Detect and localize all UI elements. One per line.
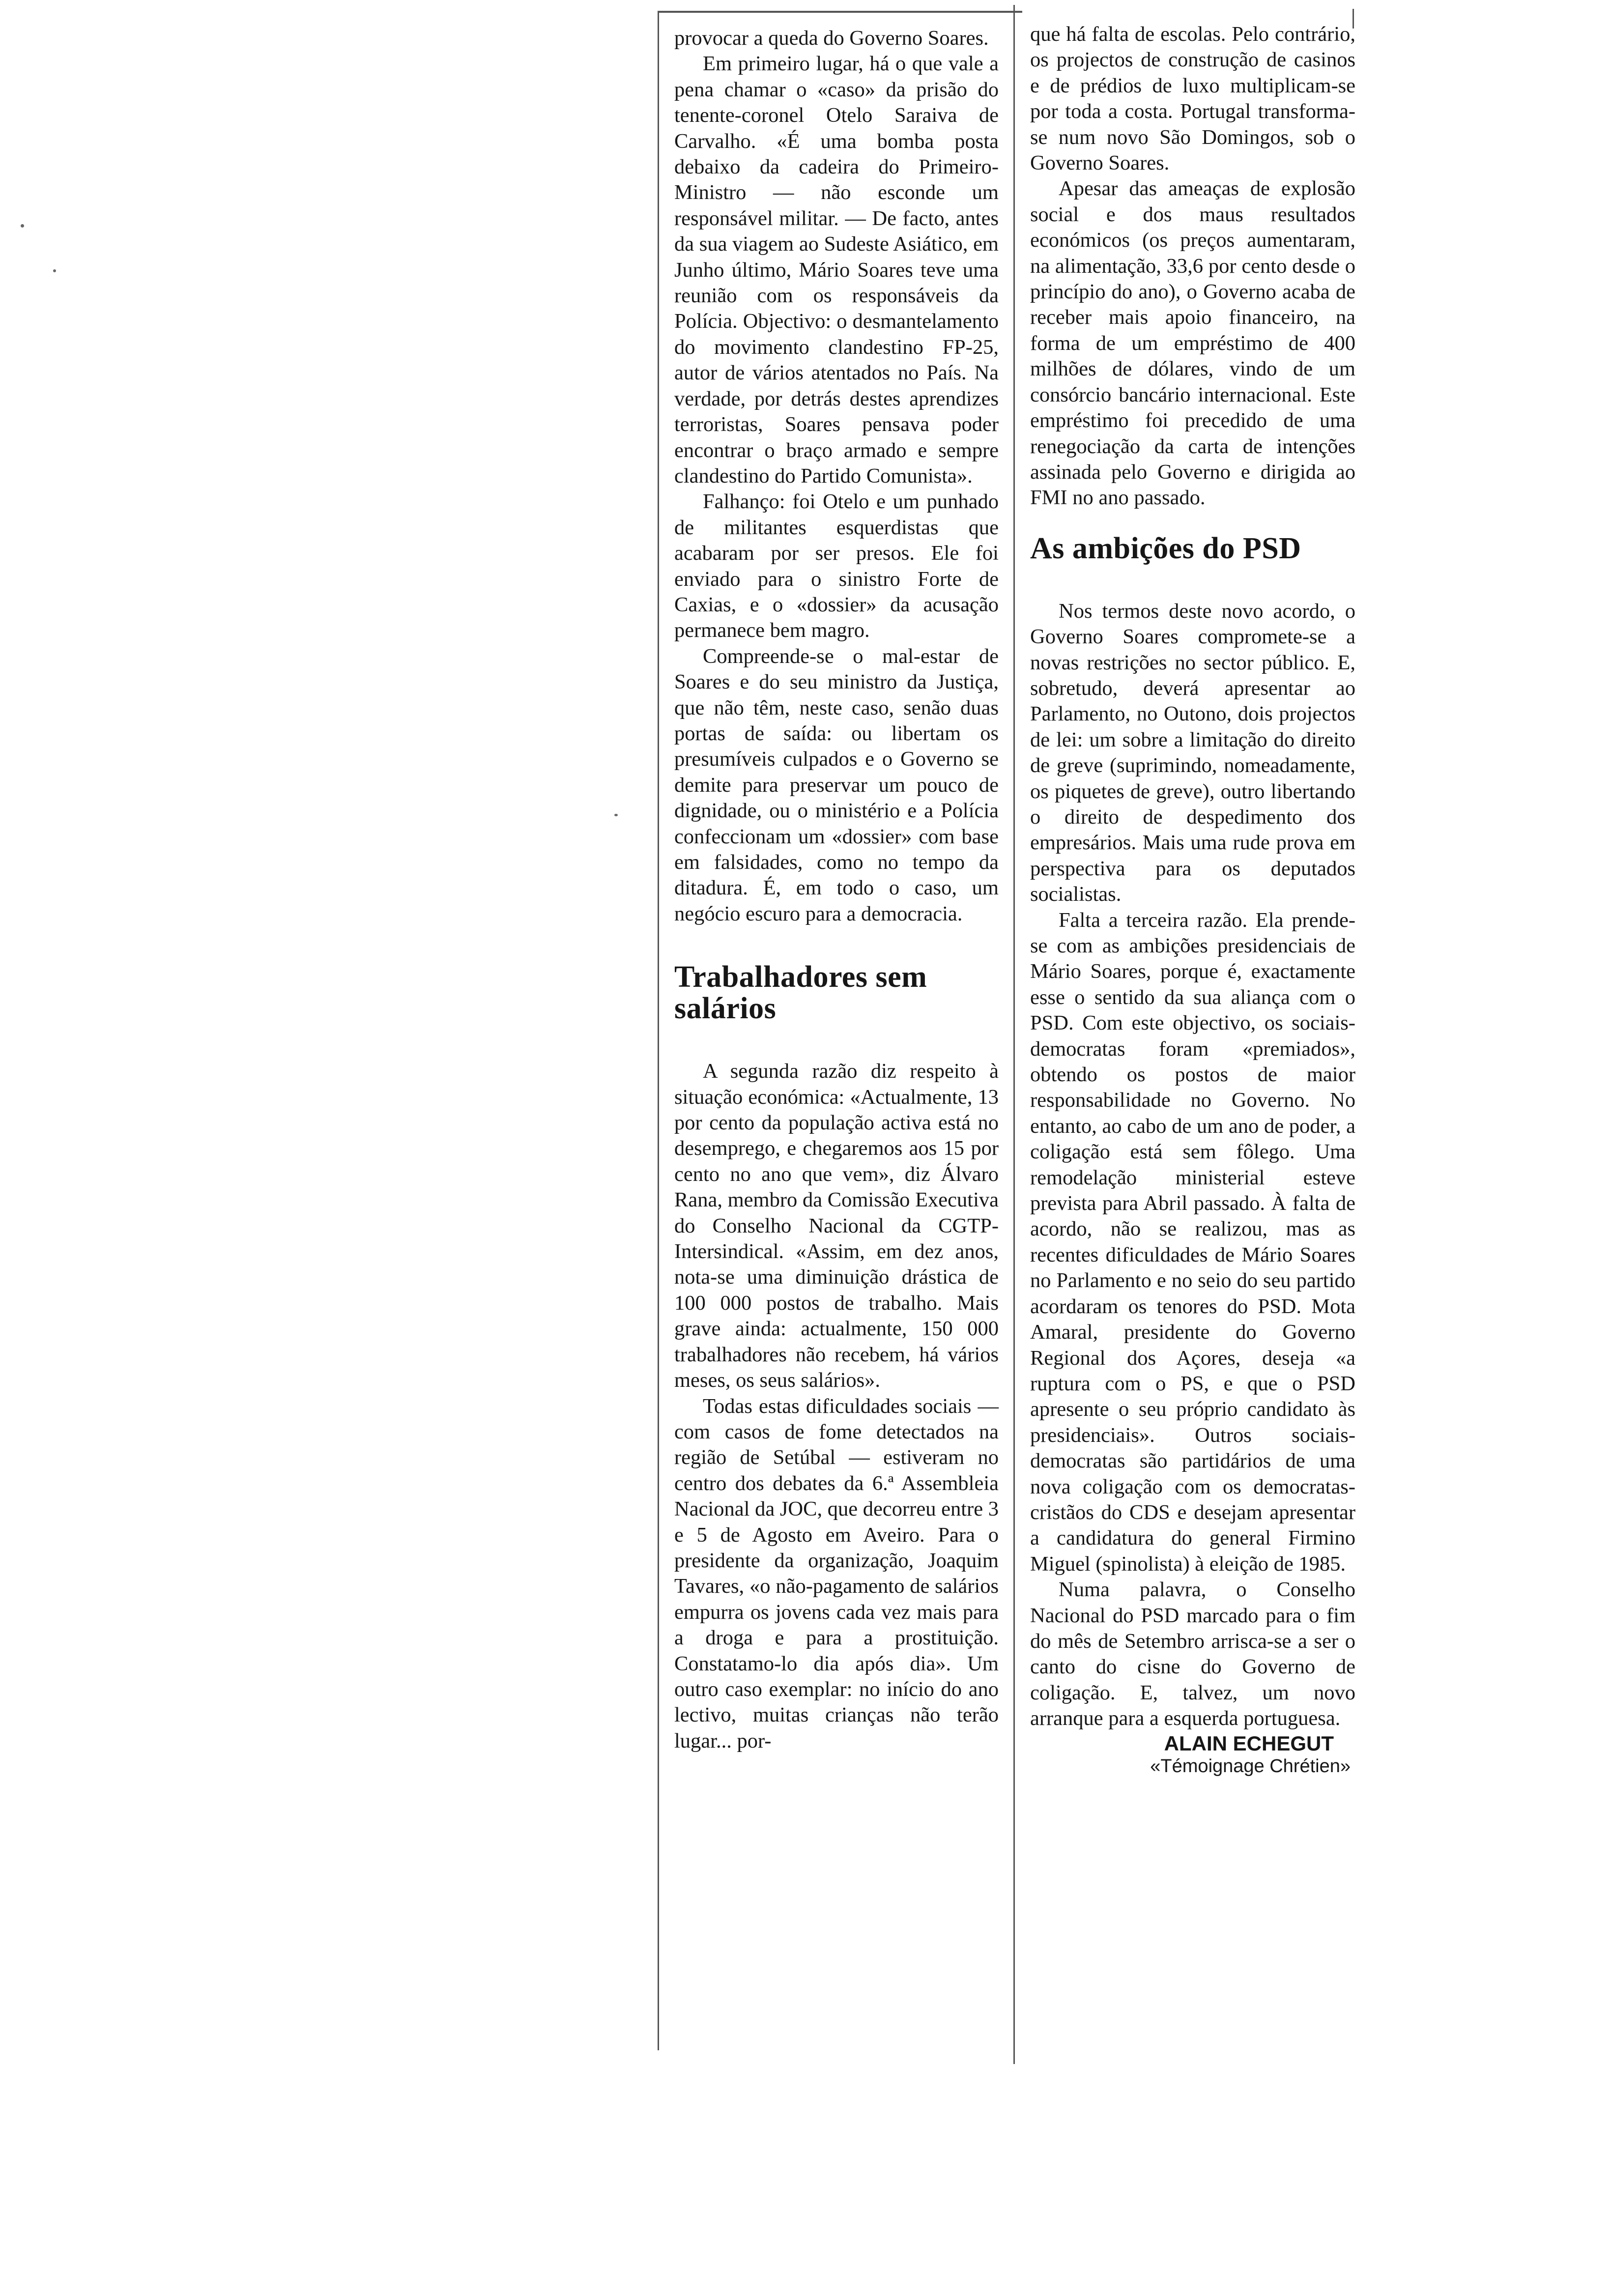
author-byline: ALAIN ECHEGUT bbox=[1164, 1731, 1334, 1755]
paragraph: Compreende-se o mal-estar de Soares e do seu ministro da Justiça, que não têm, neste caso, senão duas portas de saída: ou libertam os presumíveis culpados e o Governo se demite para preservar um pouco de dignidade, ou o ministério e a Polícia confeccionam um «dossier» com base em falsidades, como no tempo da ditadura. É, em todo o caso, um negócio escuro para a democracia. bbox=[674, 644, 999, 925]
column-divider bbox=[1013, 5, 1015, 2064]
source-credit: «Témoignage Chrétien» bbox=[1150, 1755, 1351, 1777]
speck bbox=[21, 224, 24, 228]
paragraph: provocar a queda do Governo Soares. bbox=[674, 27, 989, 50]
clipping-left-edge bbox=[658, 11, 659, 2050]
paragraph: Falhanço: foi Otelo e um punhado de militantes esquerdistas que acabaram por ser presos. Ele foi enviado para o sinistro Forte de Caxias, e o «dossier» da acusação permanece bem magro. bbox=[674, 490, 999, 642]
speck bbox=[614, 814, 618, 816]
article-column-right bbox=[1030, 22, 1355, 1777]
paragraph: A segunda razão diz respeito à situação económica: «Actualmente, 13 por cento da população activa está no desemprego, e chegaremos aos 15 por cento no ano que vem», diz Álvaro Rana, membro da Comissão Executiva do Conselho Nacional da CGTP-Intersindical. «Assim, em dez anos, nota-se uma diminuição drástica de 100 000 postos de trabalho. Mais grave ainda: actualmente, 150 000 trabalhadores não recebem, há vários meses, os seus salários». bbox=[674, 1060, 999, 1392]
paragraph: Apesar das ameaças de explosão social e dos maus resultados económicos (os preços aumentaram, na alimentação, 33,6 por cento desde o princípio do ano), o Governo acaba de receber mais apoio financeiro, na forma de um empréstimo de 400 milhões de dólares, vindo de um consórcio bancário internacional. Este empréstimo foi precedido de uma renegociação da carta de intenções assinada pelo Governo e dirigida ao FMI no ano passado. bbox=[1030, 177, 1355, 510]
clipping-top-edge bbox=[659, 11, 1022, 13]
section-heading: Trabalhadores sem salários bbox=[674, 960, 927, 1026]
paragraph: Todas estas dificuldades sociais — com casos de fome detectados na região de Setúbal — estiveram no centro dos debates da 6.ª Assembleia Nacional da JOC, que decorreu entre 3 e 5 de Agosto em Aveiro. Para o presidente da organização, Joaquim Tavares, «o não-pagamento de salários empurra os jovens cada vez mais para a droga e para a prostituição. Constatamo-lo dia após dia». Um outro caso exemplar: no início do ano lectivo, muitas crianças não terão lugar... por- bbox=[674, 1394, 999, 1752]
paragraph: Em primeiro lugar, há o que vale a pena chamar o «caso» da prisão do tenente-coronel Otelo Saraiva de Carvalho. «É uma bomba posta debaixo da cadeira do Primeiro-Ministro — não esconde um responsável militar. — De facto, antes da sua viagem ao Sudeste Asiático, em Junho último, Mário Soares teve uma reunião com os responsáveis da Polícia. Objectivo: o desmantelamento do movimento clandestino FP-25, autor de vários atentados no País. Na verdade, por detrás destes aprendizes terroristas, Soares pensava poder encontrar o braço armado e sempre clandestino do Partido Comunista». bbox=[674, 52, 999, 488]
article-column-left bbox=[674, 26, 999, 1754]
section-heading: As ambições do PSD bbox=[1030, 531, 1301, 565]
paragraph: Falta a terceira razão. Ela prende-se com as ambições presidenciais de Mário Soares, porque é, exactamente esse o sentido da sua aliança com o PSD. Com este objectivo, os sociais-democratas foram «premiados», obtendo os postos de maior responsabilidade no Governo. No entanto, ao cabo de um ano de poder, a coligação está sem fôlego. Uma remodelação ministerial esteve prevista para Abril passado. À falta de acordo, não se realizou, mas as recentes dificuldades de Mário Soares no Parlamento e no seio do seu partido acordaram os tenores do PSD. Mota Amaral, presidente do Governo Regional dos Açores, deseja «a ruptura com o PS, e que o PSD apresente o seu próprio candidato às presidenciais». Outros sociais-democratas são partidários de uma nova coligação com os democratas-cristãos do CDS e desejam apresentar a candidatura do general Firmino Miguel (spinolista) à eleição de 1985. bbox=[1030, 908, 1355, 1576]
speck bbox=[53, 269, 56, 272]
paragraph: Nos termos deste novo acordo, o Governo Soares compromete-se a novas restrições no sector público. E, sobretudo, deverá apresentar ao Parlamento, no Outono, dois projectos de lei: um sobre a limitação do direito de greve (suprimindo, nomeadamente, os piquetes de greve), outro libertando o direito de despedimento dos empresários. Mais uma rude prova em perspectiva para os deputados socialistas. bbox=[1030, 599, 1355, 906]
paragraph: Numa palavra, o Conselho Nacional do PSD marcado para o fim do mês de Setembro arrisca-se a ser o canto do cisne do Governo de coligação. E, talvez, um novo arranque para a esquerda portuguesa. bbox=[1030, 1578, 1355, 1730]
paragraph: que há falta de escolas. Pelo contrário, os projectos de construção de casinos e de prédios de luxo multiplicam-se por toda a costa. Portugal transforma-se num novo São Domingos, sob o Governo Soares. bbox=[1030, 23, 1355, 175]
